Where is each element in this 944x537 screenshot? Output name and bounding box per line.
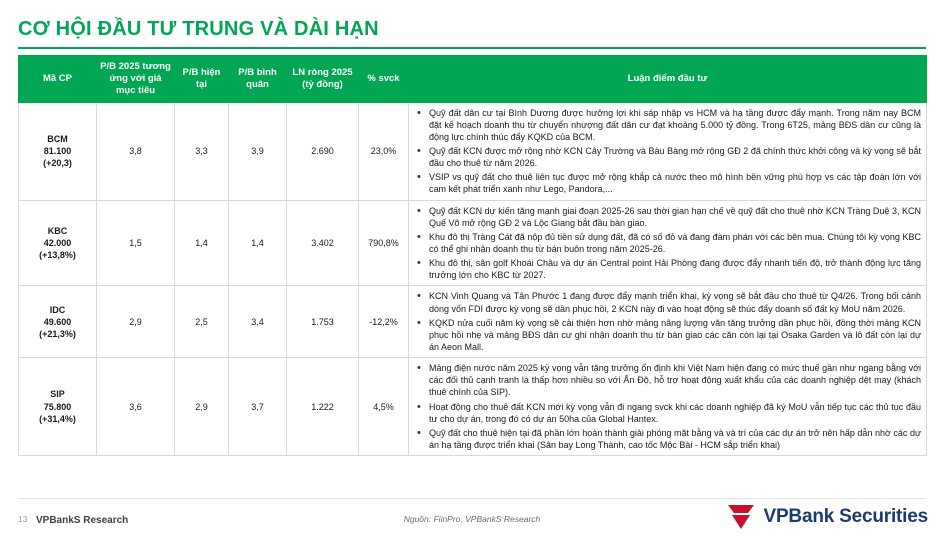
cell-net-profit: 1.222 <box>287 358 359 456</box>
ticker-target-price: 49.600 <box>43 316 72 327</box>
cell-pb-average: 3,4 <box>229 286 287 358</box>
thesis-bullet: • Hoạt động cho thuê đất KCN mới kỳ vọng vẫn đi ngang svck khi các doanh nghiệp đã ký MoU vẫn tiếp tục các thủ tục đầu tư cho dự án, trong đó có dự án 50ha của Global Hantex. <box>427 401 921 425</box>
thesis-bullet: • Quỹ đất KCN dự kiến tăng mạnh giai đoạn 2025-26 sau thời gian hạn chế về quỹ đất cho thuê nhờ KCN Tràng Duệ 3, KCN Quế Võ mở rộng GĐ 2 và Lộc Giang bắt đầu bàn giao. <box>427 205 921 229</box>
logo-text: VPBank Securities <box>763 506 928 527</box>
table-row <box>19 200 927 286</box>
thesis-bullet: • Quỹ đất dân cư tại Bình Dương được hưởng lợi khi sáp nhập vs HCM và hạ tầng được đẩy mạnh. Trong năm nay BCM đặt kế hoạch doanh thu từ chuyển nhượng đất dân cư đạt khoảng 5.000 tỷ đồng. Trong 6T25, mảng BĐS dân cư cũng là động lực chính thúc đẩy KQKD của BCM. <box>427 107 921 143</box>
footer-brand: VPBankS Research <box>36 515 129 526</box>
title-divider <box>18 47 926 49</box>
cell-ticker <box>19 200 97 286</box>
cell-pb-current: 1,4 <box>175 200 229 286</box>
cell-pb-target: 3,8 <box>97 102 175 200</box>
cell-pb-current: 3,3 <box>175 102 229 200</box>
table-row <box>19 102 927 200</box>
logo <box>726 503 928 531</box>
cell-ticker <box>19 358 97 456</box>
cell-thesis <box>409 200 927 286</box>
cell-ticker <box>19 102 97 200</box>
cell-yoy: 23,0% <box>359 102 409 200</box>
ticker-symbol: BCM <box>47 133 68 144</box>
ticker-upside: (+21,3%) <box>39 328 76 339</box>
cell-pb-average: 3,7 <box>229 358 287 456</box>
thesis-bullet: • KCN Vinh Quang và Tân Phước 1 đang được đẩy mạnh triển khai, kỳ vọng sẽ bắt đầu cho thuê từ Q4/26. Trong bối cảnh dòng vốn FDI được kỳ vọng sẽ dần phục hồi, 2 KCN này đi vào hoạt động sẽ thúc đẩy doanh số đất ký MoU năm 2026. <box>427 290 921 314</box>
thesis-list <box>414 205 921 282</box>
ticker-upside: (+31,4%) <box>39 413 76 424</box>
cell-yoy: 4,5% <box>359 358 409 456</box>
cell-yoy: -12,2% <box>359 286 409 358</box>
thesis-list <box>414 290 921 353</box>
cell-ticker <box>19 286 97 358</box>
col-header-pb-current: P/B hiện tại <box>175 56 229 103</box>
thesis-bullet: • VSIP vs quỹ đất cho thuê liên tục được mở rộng khắp cả nước theo mô hình bền vững phù hợp vs các tập đoàn lớn với cam kết phát triển xanh như Lego, Pandora,... <box>427 171 921 195</box>
col-header-ticker: Mã CP <box>19 56 97 103</box>
thesis-bullet: • KQKD nửa cuối năm kỳ vọng sẽ cải thiện hơn nhờ mảng nâng lượng văn tăng trưởng dần phục hồi, đồng thời mảng KCN phục hồi nhẹ và mảng BĐS dân cư ghi nhận doanh thu từ bàn giao các căn còn lại tại Osaka Garden và lô đất còn lại dự án Aeon Mall. <box>427 317 921 353</box>
ticker-target-price: 42.000 <box>43 237 72 248</box>
ticker-upside: (+20,3) <box>43 158 72 169</box>
cell-thesis <box>409 286 927 358</box>
cell-pb-average: 3,9 <box>229 102 287 200</box>
ticker-symbol: KBC <box>47 225 68 236</box>
vpbank-logo-icon <box>726 503 756 531</box>
ticker-symbol: IDC <box>49 304 66 315</box>
ticker-target-price: 75.800 <box>43 401 72 412</box>
thesis-bullet: • Mảng điện nước năm 2025 kỳ vọng vẫn tăng trưởng ổn định khi Việt Nam hiện đang có mức thuế gần như ngang bằng với các đối thủ cạnh tranh là thấp hơn nhiều so với Ấn Độ, hỗ trợ hoạt động xuất khẩu của các doanh nghiệp dệt may (khách thuê chính của SIP). <box>427 362 921 398</box>
thesis-list <box>414 107 921 196</box>
col-header-thesis: Luận điểm đầu tư <box>409 56 927 103</box>
footer-divider <box>18 498 926 499</box>
ticker-upside: (+13,8%) <box>39 250 76 261</box>
col-header-pb-target: P/B 2025 tương ứng với giá mục tiêu <box>97 56 175 103</box>
cell-net-profit: 1.753 <box>287 286 359 358</box>
thesis-bullet: • Quỹ đất KCN được mở rộng nhờ KCN Cây Trường và Bàu Bàng mở rộng GĐ 2 đã chính thức khởi công và kỳ vọng sẽ bắt đầu cho thuê từ năm 2026. <box>427 145 921 169</box>
cell-pb-current: 2,5 <box>175 286 229 358</box>
investment-table <box>18 55 927 456</box>
cell-thesis <box>409 102 927 200</box>
cell-net-profit: 3.402 <box>287 200 359 286</box>
page-title: CƠ HỘI ĐẦU TƯ TRUNG VÀ DÀI HẠN <box>18 18 379 40</box>
col-header-pb-average: P/B bình quân <box>229 56 287 103</box>
ticker-target-price: 81.100 <box>43 146 72 157</box>
cell-pb-target: 2,9 <box>97 286 175 358</box>
cell-pb-current: 2,9 <box>175 358 229 456</box>
thesis-bullet: • Quỹ đất cho thuê hiện tại đã phần lớn hoàn thành giải phóng mặt bằng và và trí của các dự án trở nên hấp dẫn nhờ các dự án hạ tầng được triển khai (Sân bay Long Thành, cao tốc Mộc Bài - HCM sắp triển khai) <box>427 427 921 451</box>
thesis-list <box>414 362 921 451</box>
col-header-yoy: % svck <box>359 56 409 103</box>
col-header-net-profit: LN ròng 2025 (tỷ đồng) <box>287 56 359 103</box>
cell-net-profit: 2.690 <box>287 102 359 200</box>
cell-thesis <box>409 358 927 456</box>
table-row <box>19 286 927 358</box>
thesis-bullet: • Khu đô thị, sân golf Khoái Châu và dự án Central point Hải Phòng đang được đẩy nhanh tiến độ, trở thành động lực tăng trưởng lớn cho KBC từ 2027. <box>427 257 921 281</box>
table-header-row <box>19 56 927 103</box>
cell-pb-target: 1,5 <box>97 200 175 286</box>
thesis-bullet: • Khu đô thị Tràng Cát đã nộp đủ tiền sử dụng đất, đã có số đỏ và đang đàm phán với các bên mua. Chúng tôi kỳ vọng KBC có thể ghi nhận doanh thu từ bán buôn trong năm 2025-26. <box>427 231 921 255</box>
footer-source: Nguồn: FiinPro, VPBankS Research <box>403 514 541 524</box>
cell-pb-target: 3,6 <box>97 358 175 456</box>
cell-pb-average: 1,4 <box>229 200 287 286</box>
page-number: 13 <box>18 514 28 524</box>
table-body <box>19 102 927 456</box>
table-row <box>19 358 927 456</box>
cell-yoy: 790,8% <box>359 200 409 286</box>
ticker-symbol: SIP <box>50 389 65 400</box>
